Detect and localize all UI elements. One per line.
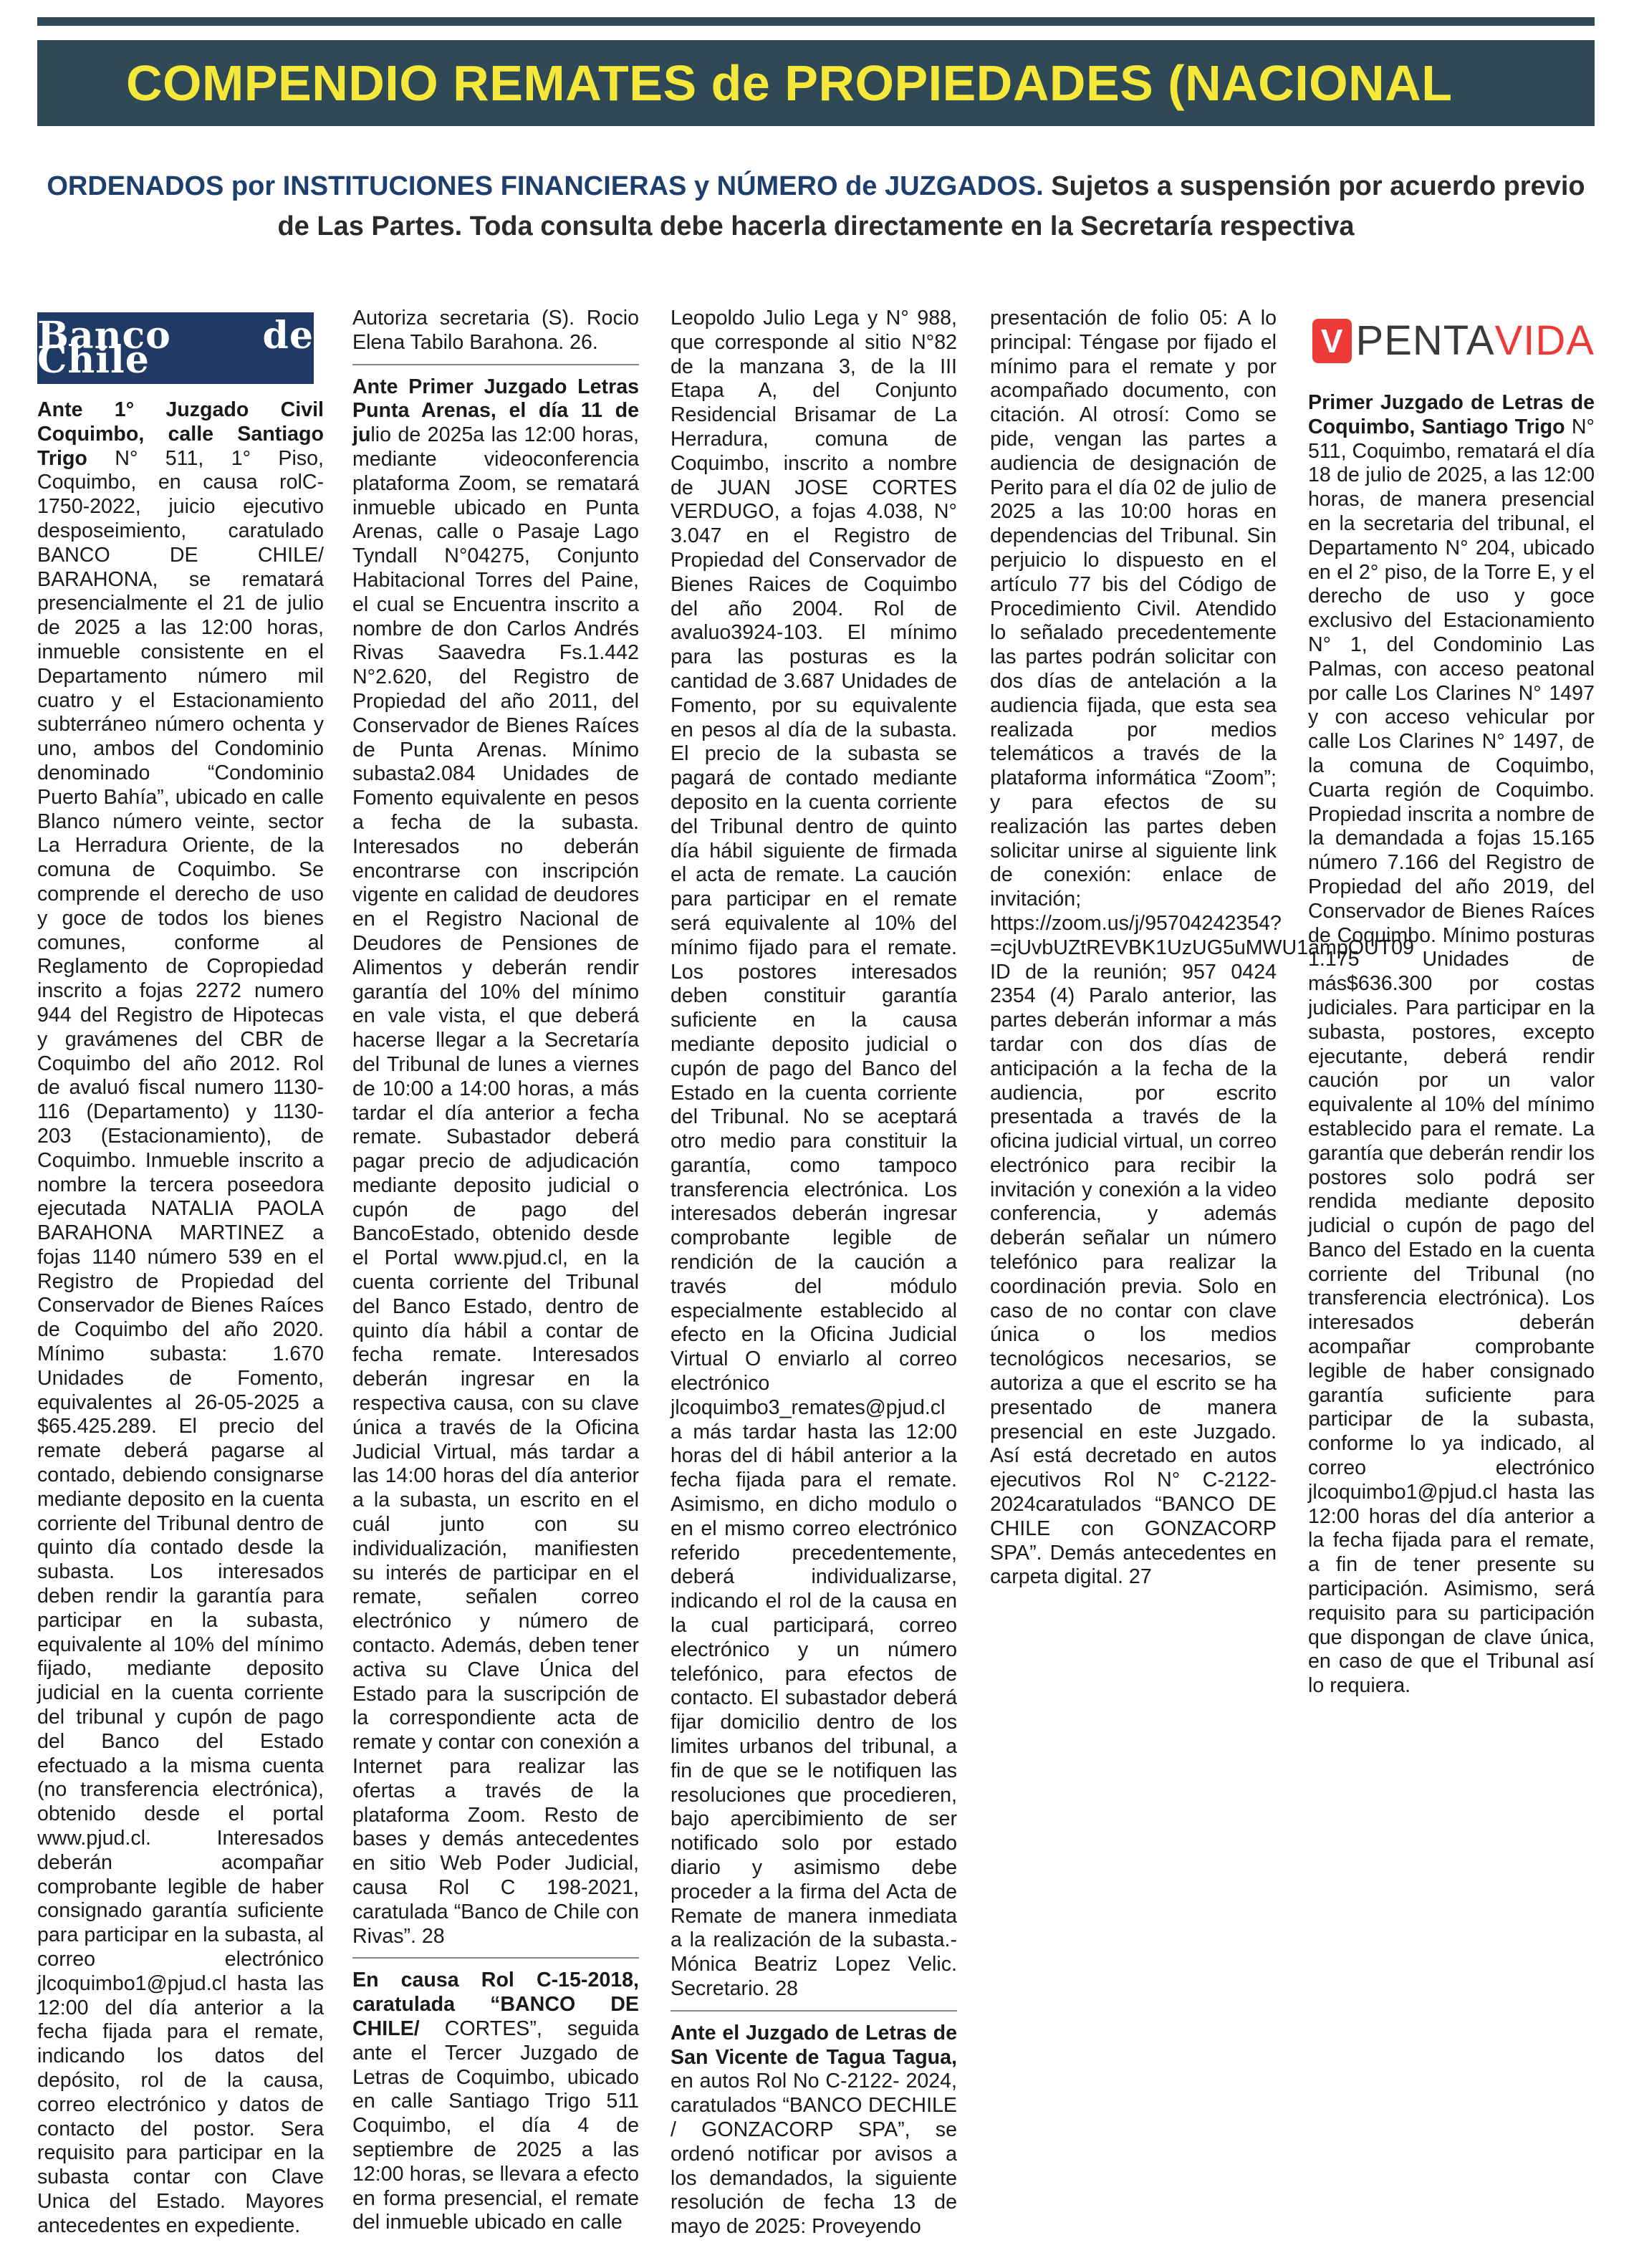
notice-3-lead: En causa Rol C-15-2018, caratulada “BANCO DE CHILE/: [352, 1969, 639, 2040]
notice-5-body: N° 511, Coquimbo, rematará el día 18 de julio de 2025, a las 12:00 horas, de manera presencial en la secretaria del tribunal, el Departamento N° 204, ubicado en el 2° piso, de la Torre E, y el derecho de uso y goce exclusivo del Estacionamiento N° 1, del Condominio Las Palmas, con acceso peatonal por calle Los Clarines N° 1497 y con acceso vehicular por calle Los Clarines N° 1497, de la comuna de Coquimbo, Cuarta región de Coquimbo. Propiedad inscrita a nombre de la demandada a fojas 15.165 número 7.166 del Registro de Propiedad del año 2019, del Conservador de Bienes Raíces de Coquimbo. Mínimo posturas 1.175 Unidades de más$636.300 por costas judiciales. Para participar en la subasta, postores, excepto ejecutante, deberá rendir caución por un valor equivalente al 10% del mínimo establecido para el remate. La garantía que deberán rendir los postores solo podrá ser rendida mediante deposito judicial o cupón de pago del Banco del Estado en la cuenta corriente del Tribunal (no transferencia electrónica). Los interesados deberán acompañar comprobante legible de haber consignado garantía suficiente para participar de la subasta, conforme lo ya indicado, al correo electrónico jlcoquimbo1@pjud.cl hasta las 12:00 horas del día anterior a la fecha fijada para el remate, a fin de tener presente su participación. Asimismo, será requisito para su participación que dispongan de clave única, en caso de que el Tribunal así lo requiera.: [1308, 415, 1595, 1698]
notice-4-cont: [990, 307, 1414, 1590]
notice-1-body: N° 511, 1° Piso, Coquimbo, en causa rolC-1750-2022, juicio ejecutivo desposeimiento, caratulado BANCO DE CHILE/ BARAHONA, se rematará presencialmente el 21 de julio de 2025 a las 12:00 horas, inmueble consistente en el Departamento número mil cuatro y el Estacionamiento subterráneo número ochenta y uno, ambos del Condominio denominado “Condominio Puerto Bahía”, ubicado en calle Blanco número veinte, sector La Herradura Oriente, de la comuna de Coquimbo. Se comprende el derecho de uso y goce de todos los bienes comunes, conforme al Reglamento de Copropiedad inscrito a fojas 2272 numero 944 del Registro de Hipotecas y gravámenes del CBR de Coquimbo del año 2012. Rol de avaluó fiscal numero 1130-116 (Departamento) y 1130-203 (Estacionamiento), de Coquimbo. Inmueble inscrito a nombre la tercera poseedora ejecutada NATALIA PAOLA BARAHONA MARTINEZ a fojas 1140 número 539 en el Registro de Propiedad del Conservador de Bienes Raíces de Coquimbo del año 2020. Mínimo subasta: 1.670 Unidades de Fomento, equivalentes al 26-05-2025 a $65.425.289. El precio del remate deberá pagarse al contado, debiendo consignarse mediante deposito en la cuenta corriente del Tribunal dentro de quinto día contado desde la subasta. Los interesados deben rendir la garantía para participar en la subasta, equivalente al 10% del mínimo fijado, mediante deposito judicial en la cuenta corriente del tribunal y cupón de pago del Banco del Estado efectuado a la misma cuenta (no transferencia electrónica), obtenido desde el portal www.pjud.cl. Interesados deberán acompañar comprobante legible de haber consignado garantía suficiente para participar en la subasta, al correo electrónico jlcoquimbo1@pjud.cl hasta las 12:00 del día anterior a la fecha fijada para el remate, indicando los datos del depósito, rol de la causa, correo electrónico y datos de contacto del postor. Sera requisito para participar en la subasta contar con Clave Unica del Estado. Mayores antecedentes en expediente.: [37, 446, 324, 2237]
subtitle-rest: Sujetos a suspensión por acuerdo previo de Las Partes. Toda consulta debe hacerla directamente en la Secretaría respectiva: [277, 171, 1585, 241]
column-5: [1308, 307, 1595, 1698]
column-2: [352, 307, 639, 2235]
notice-divider: [352, 1957, 639, 1959]
notice-3-cont: [671, 307, 957, 2002]
column-4: [990, 307, 1414, 1590]
notice-divider: [352, 364, 639, 365]
title-banner: [37, 40, 1595, 126]
notice-5-lead: Primer Juzgado de Letras de Coquimbo, Santiago Trigo: [1308, 391, 1595, 438]
column-1: [37, 307, 324, 2239]
notice-1-lead: Ante 1° Juzgado Civil Coquimbo, calle Santiago Trigo: [37, 398, 324, 470]
banco-de-chile-logo: [37, 312, 314, 384]
notice-5: [1308, 391, 1595, 1698]
notice-3-body-cont: Leopoldo Julio Lega y N° 988, que corresponde al sitio N°82 de la manzana 3, de la III Etapa A, del Conjunto Residencial Brisamar de La Herradura, comuna de Coquimbo, inscrito a nombre de JUAN JOSE CORTES VERDUGO, a fojas 4.038, N° 3.047 en el Registro de Propiedad del Conservador de Bienes Raices de Coquimbo del año 2004. Rol de avaluo3924-103. El mínimo para las posturas es la cantidad de 3.687 Unidades de Fomento, por su equivalente en pesos al día de la subasta. El precio de la subasta se pagará de contado mediante deposito en la cuenta corriente del Tribunal dentro de quinto día hábil siguiente de firmada el acta de remate. La caución para participar en el remate será equivalente al 10% del mínimo fijado para el remate. Los postores interesados deben constituir garantía suficiente en la causa mediante deposito judicial o cupón de pago del Banco del Estado en la cuenta corriente del Tribunal. No se aceptará otro medio para constituir la garantía, como tampoco transferencia electrónica. Los interesados deberán ingresar comprobante legible de rendición de la caución a través del módulo especialmente establecido al efecto en la Oficina Judicial Virtual O enviarlo al correo electrónico jlcoquimbo3_remates@pjud.cl a más tardar hasta las 12:00 horas del di hábil anterior a la fecha fijada para el remate. Asimismo, en dicho modulo o en el mismo correo electrónico referido precedentemente, deberá individualizarse, indicando el rol de la causa en la cual participará, correo electrónico y un número telefónico, para efectos de contacto. El subastador deberá fijar domicilio dentro de los limites urbanos del tribunal, a fin de que se le notifiquen las resoluciones que procedieren, bajo apercibimiento de ser notificado solo por estado diario y asimismo debe proceder a la firma del Acta de Remate de manera inmediata a la realización de la subasta.- Mónica Beatriz Lopez Velic. Secretario. 28: [671, 307, 957, 2000]
penta-vida-logo: [1312, 307, 1595, 375]
notice-4-body: en autos Rol No C-2122- 2024, caratulados “BANCO DECHILE / GONZACORP SPA”, se ordenó notificar por avisos a los demandados, la siguiente resolución de fecha 13 de mayo de 2025: Proveyendo: [671, 2070, 957, 2239]
banco-de-chile-logo-text: Banco de Chile: [37, 314, 314, 382]
notice-divider: [671, 2010, 957, 2012]
penta-vida-logo-text-a: PENTA: [1355, 317, 1495, 365]
notice-3: [352, 1969, 639, 2235]
notice-2-body: lio de 2025a las 12:00 horas, mediante videoconferencia plataforma Zoom, se rematará inmueble ubicado en Punta Arenas, calle o Pasaje Lago Tyndall N°04275, Conjunto Habitacional Torres del Paine, el cual se Encuentra inscrito a nombre de don Carlos Andrés Rivas Saavedra Fs.1.442 N°2.620, del Registro de Propiedad del año 2011, del Conservador de Bienes Raíces de Punta Arenas. Mínimo subasta2.084 Unidades de Fomento equivalente en pesos a fecha de la subasta. Interesados no deberán encontrarse con inscripción vigente en calidad de deudores en el Registro Nacional de Deudores de Pensiones de Alimentos y deberán rendir garantía del 10% del mínimo en vale vista, el que deberá hacerse llegar a la Secretaría del Tribunal de lunes a viernes de 10:00 a 14:00 horas, a más tardar el día anterior a fecha remate. Subastador deberá pagar precio de adjudicación mediante deposito judicial o cupón de pago del BancoEstado, obtenido desde el Portal www.pjud.cl, en la cuenta corriente del Tribunal del Banco Estado, dentro de quinto día hábil a contar de fecha remate. Interesados deberán ingresar en la respectiva causa, con su clave única a través de la Oficina Judicial Virtual, más tardar a las 14:00 horas del día anterior a la subasta, un escrito en el cuál junto con su individualización, manifiesten su interés de participar en el remate, señalen correo electrónico y número de contacto. Además, deben tener activa su Clave Única del Estado para la suscripción de la correspondiente acta de remate y contar con conexión a Internet para realizar las ofertas a través de la plataforma Zoom. Resto de bases y demás antecedentes en sitio Web Poder Judicial, causa Rol C 198-2021, caratulada “Banco de Chile con Rivas”. 28: [352, 423, 639, 1948]
page-subtitle: [37, 166, 1595, 246]
page-title: COMPENDIO REMATES de PROPIEDADES (NACIONAL: [126, 55, 1453, 111]
notice-4-body-cont: presentación de folio 05: A lo principal: Téngase por fijado el mínimo para el remate y por acompañado documento, con citación. Al otrosí: Como se pide, vengan las partes a audiencia de designación de Perito para el día 02 de julio de 2025 a las 10:00 horas en dependencias del Tribunal. Sin perjuicio lo dispuesto en el artículo 77 bis del Código de Procedimiento Civil. Atendido lo señalado precedentemente las partes podrán solicitar con dos días de antelación a la audiencia fijada, que esta sea realizada por medios telemáticos a través de la plataforma informática “Zoom”; y para efectos de su realización las partes deben solicitar unirse al siguiente link de conexión: enlace de invitación; https://zoom.us/j/95704242354?=cjUvbUZtREVBK1UzUG5uMWU1ampOUT09 ID de la reunión; 957 0424 2354 (4) Paralo anterior, las partes deberán informar a más tardar con dos días de anticipación a la fecha de la audiencia, por escrito presentada a través de la oficina judicial virtual, un correo electrónico para recibir la invitación y conexión a la video conferencia, y además deberán señalar un número telefónico para realizar la coordinación previa. Solo en caso de no contar con clave única o los medios tecnológicos necesarios, se autoriza a que el escrito se ha presentado de manera presencial en este Juzgado. Así está decretado en autos ejecutivos Rol N° C-2122-2024caratulados “BANCO DE CHILE con GONZACORP SPA”. Demás antecedentes en carpeta digital. 27: [990, 307, 1414, 1589]
subtitle-bold: ORDENADOS por INSTITUCIONES FINANCIERAS y NÚMERO de JUZGADOS.: [47, 171, 1044, 201]
notice-1-cont: [352, 307, 639, 355]
column-3: [671, 307, 957, 2239]
penta-vida-mark-icon: V: [1312, 319, 1352, 363]
notice-2: [352, 375, 639, 1949]
notice-2-lead: Ante Primer Juzgado Letras Punta Arenas, el día 11 de ju: [352, 375, 639, 447]
notice-1-body-cont: Autoriza secretaria (S). Rocio Elena Tabilo Barahona. 26.: [352, 307, 639, 354]
top-rule: [37, 17, 1595, 26]
penta-vida-logo-text-b: VIDA: [1494, 317, 1595, 365]
notice-1: [37, 398, 324, 2239]
notice-4-lead: Ante el Juzgado de Letras de San Vicente de Tagua Tagua,: [671, 2021, 957, 2069]
notice-4: [671, 2022, 957, 2239]
notice-3-body: CORTES”, seguida ante el Tercer Juzgado de Letras de Coquimbo, ubicado en calle Santiago Trigo 511 Coquimbo, el día 4 de septiembre de 2025 a las 12:00 horas, se llevara a efecto en forma presencial, el remate del inmueble ubicado en calle: [352, 2017, 639, 2234]
